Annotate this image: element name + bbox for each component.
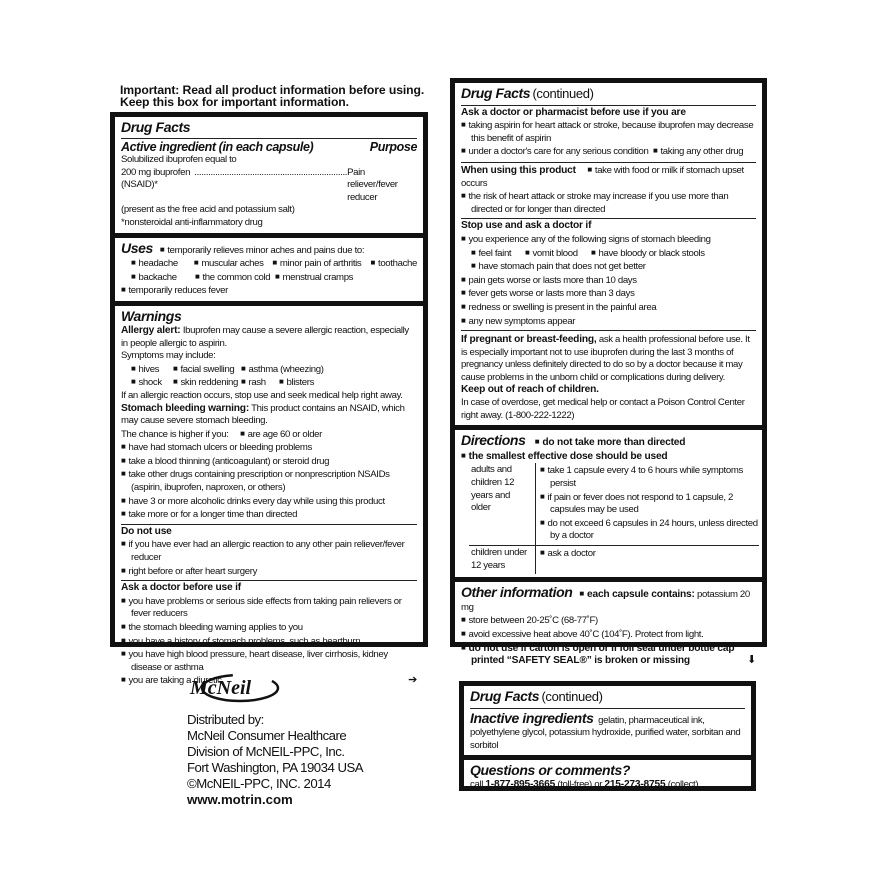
chance-item: ■ have 3 or more alcoholic drinks every day while using this product <box>121 495 417 509</box>
pregnancy-text: ask a health professional before use. It is especially important not to use ibuprofen during the last 3 months of pregnancy unless definitely directed to do so by a doctor because it may cause problems in the unborn child or complications during delivery. <box>461 334 750 383</box>
stop-use-intro: ■ you experience any of the following signs of stomach bleeding <box>461 233 756 247</box>
ask-pharmacist-item: ■ taking any other drug <box>653 145 743 159</box>
bleeding-sign: ■ vomit blood <box>525 247 591 261</box>
other-info-item: ■ avoid excessive heat above 40˚C (104˚F). Protect from light. <box>461 628 756 642</box>
do-not-use-item: ■ if you have ever had an allergic reaction to any other pain reliever/fever reducer <box>121 538 417 564</box>
chance-item: ■ take a blood thinning (anticoagulant) or steroid drug <box>121 455 417 469</box>
active-line: Solubilized ibuprofen equal to <box>121 154 237 165</box>
uses-heading: Uses <box>121 239 153 256</box>
purpose-heading: Purpose <box>369 140 417 154</box>
active-ingredient-name: 200 mg ibuprofen (NSAID)* <box>121 166 191 191</box>
dosing-age: adults and children 12 years and older <box>469 463 536 545</box>
ask-doctor-item: ■ you have problems or serious side effects from taking pain relievers or fever reducers <box>121 595 417 621</box>
active-line: (present as the free acid and potassium salt) <box>121 204 295 216</box>
dosing-row <box>469 546 759 575</box>
continued-label: (continued) <box>541 689 603 704</box>
dosing-instruction: ■ take 1 capsule every 4 to 6 hours while symptoms persist <box>540 464 759 490</box>
mcneil-logo: McNeil <box>188 673 280 705</box>
chance-item: ■ take more or for a longer time than directed <box>121 508 417 522</box>
symptom-item: ■ hives <box>131 363 173 377</box>
ask-doctor-item: ■ the stomach bleeding warning applies to you <box>121 621 417 635</box>
stop-use-item: ■ pain gets worse or lasts more than 10 days <box>461 274 756 288</box>
questions-section <box>464 760 751 795</box>
dosing-age: children under 12 years <box>469 546 536 575</box>
symptom-item: ■ skin reddening <box>173 376 241 390</box>
drug-facts-title: Drug Facts <box>470 688 540 704</box>
directions-heading: Directions <box>461 432 526 449</box>
stop-use-heading: Stop use and ask a doctor if <box>461 220 592 232</box>
use-item: ■ backache <box>131 271 195 285</box>
distributor-line: Division of McNEIL-PPC, Inc. <box>187 744 345 759</box>
other-info-item: ■ store between 20-25˚C (68-77˚F) <box>461 614 756 628</box>
use-item: ■ minor pain of arthritis <box>272 257 370 271</box>
active-footnote: *nonsteroidal anti-inflammatory drug <box>121 216 263 228</box>
stomach-warning-label: Stomach bleeding warning: <box>121 402 250 414</box>
collect-number[interactable]: 215-273-8755 <box>604 779 666 791</box>
questions-heading: Questions or comments? <box>470 762 631 779</box>
arrow-right-icon: ➔ <box>408 674 417 687</box>
collect-label: (collect) <box>667 779 699 791</box>
warnings-heading: Warnings <box>121 307 182 324</box>
other-information-heading: Other information <box>461 584 573 601</box>
chance-intro: The chance is higher if you: <box>121 428 229 440</box>
arrow-down-icon: ⬇ <box>747 653 756 666</box>
other-info-item: ■ do not use if carton is open or if foil seal under bottle cap printed “SAFETY SEAL®” is broken or missing <box>461 642 756 668</box>
distributor-line: ©McNEIL-PPC, INC. 2014 <box>187 776 331 791</box>
stop-use-item: ■ fever gets worse or lasts more than 3 days <box>461 287 756 301</box>
chance-item: ■ are age 60 or older <box>240 429 322 440</box>
other-information-section <box>455 582 762 671</box>
directions-item: ■ do not take more than directed <box>535 437 686 448</box>
drug-facts-inactive-panel <box>459 681 756 791</box>
directions-section <box>455 430 762 582</box>
dosing-instruction: ■ do not exceed 6 capsules in 24 hours, unless directed by a doctor <box>540 517 759 543</box>
use-item: ■ headache <box>131 257 194 271</box>
chance-item: ■ have had stomach ulcers or bleeding problems <box>121 441 417 455</box>
important-notice <box>120 84 424 108</box>
directions-item: ■ the smallest effective dose should be used <box>461 450 756 464</box>
use-item: ■ toothache <box>371 257 417 271</box>
when-using-heading: When using this product <box>461 164 576 176</box>
drug-facts-continued-panel <box>450 78 767 667</box>
allergy-alert-label: Allergy alert: <box>121 324 181 336</box>
distributor-line: Distributed by: <box>187 712 264 727</box>
precautions-section <box>455 83 762 430</box>
ask-pharmacist-heading: Ask a doctor or pharmacist before use if you are <box>461 106 686 118</box>
toll-free-label: (toll-free) or <box>557 779 603 791</box>
use-item: ■ muscular aches <box>194 257 273 271</box>
call-label: call <box>470 779 483 791</box>
ask-pharmacist-item: ■ under a doctor's care for any serious condition <box>461 145 653 159</box>
when-using-item: ■ take with food or milk if stomach upset occurs <box>461 165 744 189</box>
distributor-info <box>187 712 363 808</box>
symptoms-intro: Symptoms may include: <box>121 350 216 362</box>
bleeding-sign: ■ have stomach pain that does not get better <box>461 260 756 274</box>
capsule-contents-label: ■ each capsule contains: <box>579 589 694 600</box>
inactive-ingredients-heading: Inactive ingredients <box>470 709 594 726</box>
symptom-item: ■ blisters <box>279 376 314 390</box>
symptom-item: ■ shock <box>131 376 173 390</box>
dosing-table <box>469 463 759 574</box>
active-ingredient-section: Drug Facts Active ingredient (in each capsule) Purpose Solubilized ibuprofen equal to 200 mg ibuprofen (NSAID)* .................................................................. Pain reliever/fever reducer (present as the free acid and potassium salt) *nonsteroidal anti-inflammatory drug <box>115 117 423 238</box>
drug-facts-title: Drug Facts <box>121 119 191 135</box>
important-line-2: Keep this box for important information. <box>120 95 349 109</box>
when-using-item: ■ the risk of heart attack or stroke may increase if you use more than directed or for longer than directed <box>461 190 756 216</box>
keep-out-heading: Keep out of reach of children. <box>461 384 599 396</box>
ask-pharmacist-item: ■ taking aspirin for heart attack or stroke, because ibuprofen may decrease this benefit of aspirin <box>461 119 756 145</box>
bleeding-sign: ■ feel faint <box>471 247 525 261</box>
important-line-1: Important: Read all product information before using. <box>120 83 425 97</box>
use-item: ■ temporarily reduces fever <box>121 284 417 298</box>
distributor-line: Fort Washington, PA 19034 USA <box>187 760 364 775</box>
active-purpose: Pain reliever/fever reducer <box>347 166 398 203</box>
continued-label: (continued) <box>532 86 594 101</box>
ask-doctor-item: ■ you are taking a diuretic <box>121 675 222 686</box>
active-ingredient-heading: Active ingredient (in each capsule) <box>121 140 314 154</box>
allergy-alert-text: Ibuprofen may cause a severe allergic reaction, especially in people allergic to aspirin. <box>121 324 409 349</box>
symptom-item: ■ rash <box>241 376 279 390</box>
dosing-instruction: ■ ask a doctor <box>540 547 759 561</box>
overdose-text: In case of overdose, get medical help or contact a Poison Control Center right away. (1-800-222-1222) <box>461 397 745 421</box>
do-not-use-heading: Do not use <box>121 525 172 537</box>
use-item: ■ menstrual cramps <box>275 271 353 285</box>
use-item: ■ the common cold <box>195 271 275 285</box>
allergy-action: If an allergic reaction occurs, stop use and seek medical help right away. <box>121 389 403 401</box>
warnings-section <box>115 306 423 691</box>
ask-doctor-item: ■ you have a history of stomach problems, such as heartburn <box>121 635 417 649</box>
dosing-row <box>469 463 759 545</box>
drug-facts-panel <box>110 112 428 687</box>
toll-free-number[interactable]: 1-877-895-3665 <box>485 779 556 791</box>
uses-section <box>115 238 423 306</box>
bleeding-sign: ■ have bloody or black stools <box>591 247 705 261</box>
inactive-ingredients-text: gelatin, pharmaceutical ink, polyethylene glycol, potassium hydroxide, purified water, sorbitan and sorbitol <box>470 714 741 751</box>
stomach-warning-text: This product contains an NSAID, which may cause severe stomach bleeding. <box>121 402 405 427</box>
symptom-item: ■ facial swelling <box>173 363 241 377</box>
inactive-ingredients-section <box>464 686 751 760</box>
symptom-item: ■ asthma (wheezing) <box>241 363 324 377</box>
ask-doctor-heading: Ask a doctor before use if <box>121 582 241 594</box>
do-not-use-item: ■ right before or after heart surgery <box>121 565 417 579</box>
drug-facts-title: Drug Facts <box>461 85 531 101</box>
website-link[interactable]: www.motrin.com <box>187 792 293 807</box>
uses-intro: ■ temporarily relieves minor aches and pains due to: <box>160 245 364 256</box>
dosing-instruction: ■ if pain or fever does not respond to 1 capsule, 2 capsules may be used <box>540 491 759 517</box>
distributor-line: McNeil Consumer Healthcare <box>187 728 347 743</box>
pregnancy-label: If pregnant or breast-feeding, <box>461 334 597 346</box>
chance-item: ■ take other drugs containing prescription or nonprescription NSAIDs (aspirin, ibuprofen, naproxen, or others) <box>121 468 417 494</box>
capsule-contents-value: potassium 20 mg <box>461 589 750 613</box>
stop-use-item: ■ redness or swelling is present in the painful area <box>461 301 756 315</box>
ask-doctor-item: ■ you have high blood pressure, heart disease, liver cirrhosis, kidney disease or asthma <box>121 648 417 674</box>
stop-use-item: ■ any new symptoms appear <box>461 315 756 329</box>
